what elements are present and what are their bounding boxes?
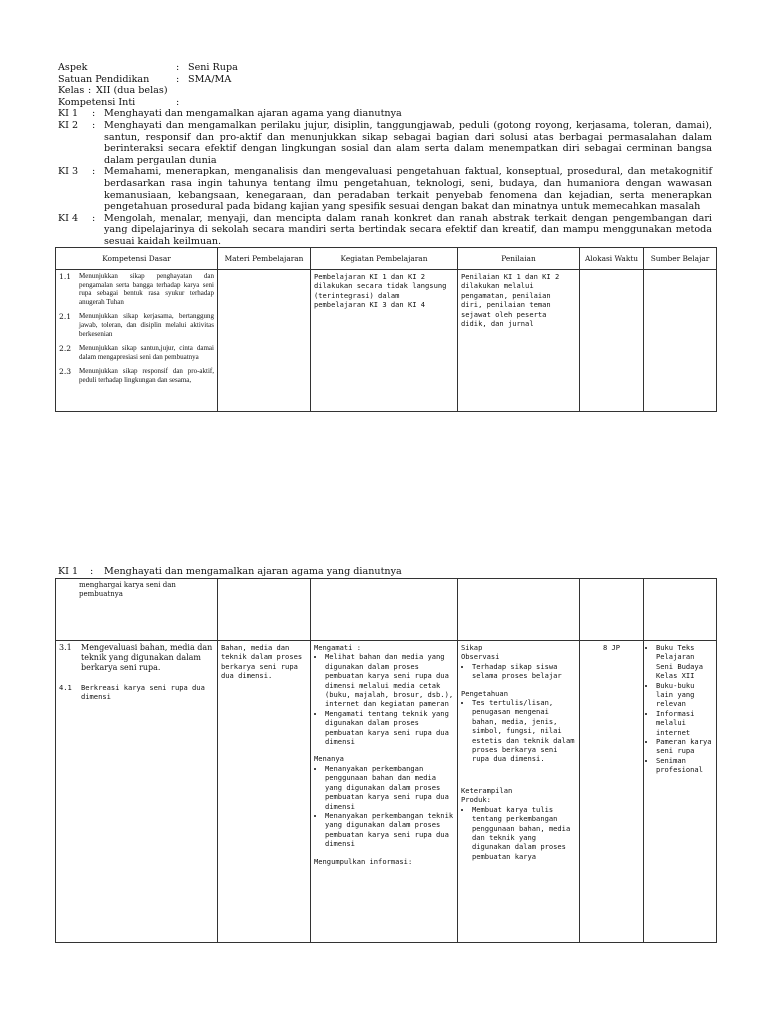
section-title: Mengumpulkan informasi: (314, 856, 413, 866)
kegiatan-mengumpulkan (314, 857, 454, 866)
empty-cell (458, 579, 580, 641)
kd-text: Mengevaluasi bahan, media dan teknik yang digunakan dalam berkarya seni rupa. (81, 643, 213, 672)
kd-text: Berkreasi karya seni rupa dua dimensi (81, 683, 205, 702)
header-value: SMA/MA (188, 73, 232, 85)
penilaian-cell: Penilaian KI 1 dan KI 2 dilakukan melalui pengamatan, penilaian diri, penilaian teman sejawat oleh peserta didik, dan jurnal (458, 270, 580, 412)
list-item: • Menanyakan perkembangan penggunaan bahan dan media yang digunakan dalam proses pembuatan karya seni rupa dua dimensi (325, 764, 454, 811)
header-value: XII (dua belas) (96, 85, 168, 97)
penilaian-cell (458, 641, 580, 943)
ki1-repeat-heading (58, 566, 402, 577)
header-label: Kelas (58, 85, 85, 97)
section-subtitle: Produk: (461, 795, 491, 805)
kd-continued-text: menghargai karya seni dan pembuatnya (79, 581, 176, 598)
column-header: Sumber Belajar (644, 248, 717, 270)
kd-text: Menunjukkan sikap santun,jujur, cinta damai dalam mengapresiasi seni dan pembuatnya (79, 344, 214, 361)
ki-colon: : (92, 166, 96, 178)
ki-text: Menghayati dan mengamalkan ajaran agama yang dianutnya (104, 566, 402, 577)
kd-continued-cell (56, 579, 218, 641)
kd-number: 2.3 (59, 367, 72, 377)
header-row-aspek (58, 62, 712, 74)
header-colon: : (176, 62, 180, 73)
table-row (56, 641, 717, 943)
kegiatan-mengamati (314, 643, 454, 746)
kegiatan-menanya (314, 754, 454, 848)
table-header-row (56, 248, 717, 270)
list-item: • Seniman profesional (656, 756, 713, 775)
table-row (56, 579, 717, 641)
kd-item (59, 344, 214, 361)
kd-text: Menunjukkan sikap kerjasama, bertanggung jawab, toleran, dan disiplin melalui aktivitas berkesenian (79, 312, 214, 338)
syllabus-table-1 (55, 247, 717, 412)
header-label: Aspek (58, 62, 88, 73)
kd-text: Menunjukkan sikap penghayatan dan pengamalan serta bangga terhadap karya seni rupa sebagai bentuk rasa syukur terhadap anugerah Tuhan (79, 272, 214, 306)
ki-colon: : (92, 119, 96, 131)
syllabus-table-2 (55, 578, 717, 943)
kd-number: 3.1 (59, 643, 72, 652)
kd-item (59, 643, 214, 673)
list-item: • Pameran karya seni rupa (656, 737, 713, 756)
column-header: Kompetensi Dasar (56, 248, 218, 270)
section-title: Mengamati : (314, 643, 361, 652)
section-title: Sikap (461, 643, 483, 652)
sumber-cell (644, 270, 717, 412)
kd-number: 2.1 (59, 312, 72, 322)
header-colon: : (176, 73, 180, 85)
alokasi-cell (580, 270, 644, 412)
empty-cell (580, 579, 644, 641)
table-row (56, 270, 717, 412)
kegiatan-cell: Pembelajaran KI 1 dan KI 2 dilakukan secara tidak langsung (terintegrasi) dalam pembelajaran KI 3 dan KI 4 (311, 270, 458, 412)
header-value: Seni Rupa (188, 62, 238, 73)
list-item: • Informasi melalui internet (656, 709, 713, 737)
kd-cell (56, 270, 218, 412)
alokasi-cell: 8 JP (580, 641, 644, 943)
column-header: Materi Pembelajaran (218, 248, 311, 270)
section-title: Menanya (314, 754, 344, 764)
ki-item (58, 108, 712, 120)
ki-code: KI 3 (58, 166, 79, 178)
section-title: Pengetahuan (461, 688, 508, 698)
ki-item (58, 166, 712, 212)
empty-cell (311, 579, 458, 641)
ki-code: KI 1 (58, 566, 79, 577)
ki-code: KI 1 (58, 108, 79, 120)
header-label: Kompetensi Inti (58, 96, 136, 108)
kd-item (59, 312, 214, 338)
list-item: • Buku Teks Pelajaran Seni Budaya Kelas XII (656, 643, 713, 681)
kd-cell (56, 641, 218, 943)
kd-number: 1.1 (59, 272, 72, 281)
kd-number: 2.2 (59, 344, 72, 354)
kegiatan-cell (311, 641, 458, 943)
kd-item (59, 683, 214, 702)
section-subtitle: Observasi (461, 652, 500, 662)
list-item: • Menanyakan perkembangan teknik yang digunakan dalam proses pembuatan karya seni rupa dua dimensi (325, 811, 454, 849)
ki-text: Memahami, menerapkan, menganalisis dan mengevaluasi pengetahuan faktual, konseptual, prosedural, dan metakognitif berdasarkan rasa ingin tahunya tentang ilmu pengetahuan, teknologi, seni, budaya, dan humaniora dengan wawasan kemanusiaan, kebangsaan, kenegaraan, dan peradaban terkait penyebab fenomena dan kejadian, serta menerapkan pengetahuan prosedural pada bidang kajian yang spesifik sesuai dengan bakat dan minatnya untuk memecahkan masalah (104, 166, 712, 213)
ki-code: KI 2 (58, 119, 79, 131)
header-row-satuan (58, 74, 712, 86)
list-item: • Melihat bahan dan media yang digunakan dalam proses pembuatan karya seni rupa dua dimensi melalui media cetak (buku, majalah, brosur, dsb.), internet dan kegiatan pameran (325, 652, 454, 708)
header-row-kelas (58, 85, 712, 97)
list-item: • Mengamati tentang teknik yang digunakan dalam proses pembuatan karya seni rupa dua dimensi (325, 709, 454, 747)
materi-cell: Bahan, media dan teknik dalam proses berkarya seni rupa dua dimensi. (218, 641, 311, 943)
list-item: • Buku-buku lain yang relevan (656, 681, 713, 709)
column-header: Alokasi Waktu (580, 248, 644, 270)
section-title: Keterampilan (461, 785, 513, 795)
list-item: • Tes tertulis/lisan, penugasan mengenai bahan, media, jenis, simbol, fungsi, nilai estetis dan teknik dalam proses berkarya seni rupa dua dimensi. (472, 698, 576, 764)
ki-text: Menghayati dan mengamalkan perilaku jujur, disiplin, tanggungjawab, peduli (gotong royong, kerjasama, toleran, damai), santun, responsif dan pro-aktif dan menunjukkan sikap sebagai bagian dari solusi atas berbagai permasalahan dalam berinteraksi secara efektif dengan lingkungan sosial dan alam serta dalam menempatkan diri sebagai cerminan bangsa dalam pergaulan dunia (104, 119, 712, 166)
ki-colon: : (92, 212, 96, 224)
list-item: • Terhadap sikap siswa selama proses belajar (472, 662, 576, 681)
ki-code: KI 4 (58, 212, 79, 224)
list-item: • Membuat karya tulis tentang perkembangan penggunaan bahan, media dan teknik yang digunakan dalam proses pembuatan karya (472, 805, 576, 861)
empty-cell (218, 579, 311, 641)
ki-colon: : (92, 108, 96, 120)
header-label: Satuan Pendidikan (58, 73, 150, 85)
ki-colon: : (90, 566, 94, 577)
ki-text: Mengolah, menalar, menyaji, dan mencipta dalam ranah konkret dan ranah abstrak terkait dengan pengembangan dari yang dipelajarinya di sekolah secara mandiri serta bertindak secara efektif dan kreatif, dan mampu menggunakan metoda sesuai kaidah keilmuan. (104, 212, 712, 247)
column-header: Kegiatan Pembelajaran (311, 248, 458, 270)
sumber-cell (644, 641, 717, 943)
ki-item (58, 120, 712, 166)
ki-text: Menghayati dan mengamalkan ajaran agama yang dianutnya (104, 108, 402, 120)
header-colon: : (88, 85, 92, 97)
header-colon: : (176, 96, 180, 108)
kd-text: Menunjukkan sikap responsif dan pro-aktif, peduli terhadap lingkungan dan sesama, (79, 367, 214, 384)
kd-item (59, 367, 214, 384)
kd-item (59, 272, 214, 306)
header-row-ki (58, 97, 712, 109)
column-header: Penilaian (458, 248, 580, 270)
ki-item (58, 213, 712, 248)
materi-cell (218, 270, 311, 412)
document-header (58, 62, 712, 248)
kd-number: 4.1 (59, 683, 72, 692)
empty-cell (644, 579, 717, 641)
